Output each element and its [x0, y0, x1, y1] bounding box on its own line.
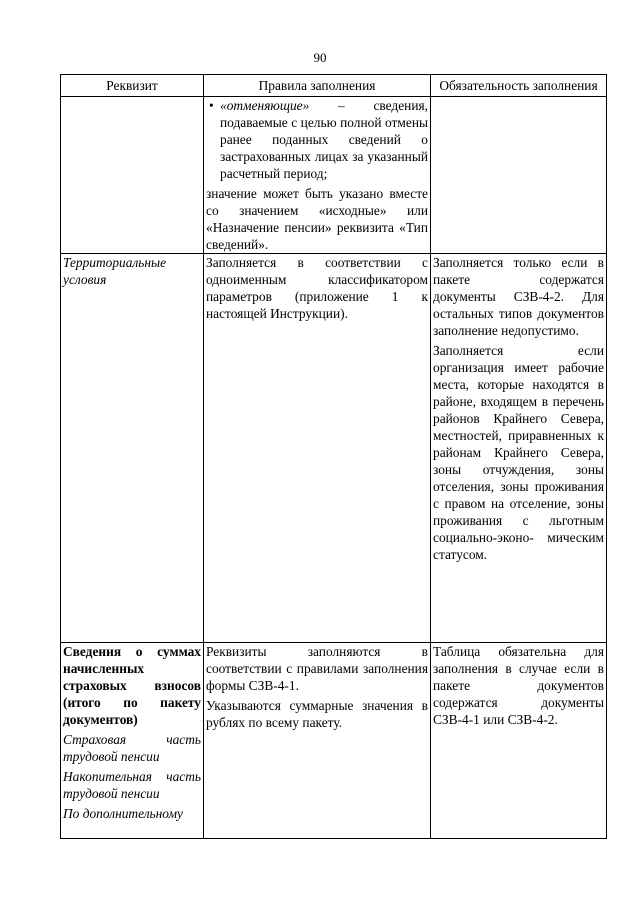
cell-rules — [204, 97, 431, 254]
cell-required — [431, 643, 607, 839]
cell-rules — [204, 643, 431, 839]
bullet-term: «отменяющие» — [220, 98, 310, 113]
header-required: Обязательность заполнения — [431, 75, 607, 97]
bullet-item: • «отменяющие» – сведения, подаваемые с целью полной отмены ранее поданных сведений о застрахованных лицах за указанный расчетный период; — [209, 98, 428, 181]
required-text: Таблица обязательна для заполнения в случае если в пакете документов содержатся документы СЗВ-4-1 или СЗВ-4-2. — [433, 644, 604, 727]
page-number: 90 — [313, 50, 327, 65]
cell-field — [61, 643, 204, 839]
rules-note: значение может быть указано вместе со значением «исходные» или «Назначение пенсии» реквизита «Тип сведений». — [206, 186, 428, 252]
field-sub-1: Страховая часть трудовой пенсии — [63, 732, 201, 764]
required-text-1: Заполняется только если в пакете содержатся документы СЗВ-4-2. Для остальных типов документов заполнение недопустимо. — [433, 255, 604, 338]
table-row — [61, 254, 607, 643]
cell-required-empty — [431, 97, 607, 254]
header-rules: Правила заполнения — [204, 75, 431, 97]
field-name: Территориальные условия — [63, 255, 167, 287]
rules-text-1: Реквизиты заполняются в соответствии с правилами заполнения формы СЗВ-4-1. — [206, 644, 428, 693]
field-name-bold: Сведения о суммах начисленных страховых взносов (итого по пакету документов) — [63, 644, 201, 727]
bullet-text: – сведения, подаваемые с целью полной отмены ранее поданных сведений о застрахованных лицах за указанный расчетный период; — [220, 98, 428, 181]
field-sub-3: По дополнительному — [63, 806, 183, 821]
cell-rules — [204, 254, 431, 643]
field-sub-2: Накопительная часть трудовой пенсии — [63, 769, 201, 801]
rules-text: Заполняется в соответствии с одноименным классификатором параметров (приложение 1 к настоящей Инструкции). — [206, 255, 428, 321]
cell-field — [61, 254, 204, 643]
table-row — [61, 643, 607, 839]
header-requisite: Реквизит — [61, 75, 204, 97]
cell-field-empty — [61, 97, 204, 254]
rules-text-2: Указываются суммарные значения в рублях по всему пакету. — [206, 698, 428, 730]
required-text-2: Заполняется если организация имеет рабочие места, которые находятся в районе, входящем в перечень районов Крайнего Севера, местностей, приравненных к районам Крайнего Севера, зоны отчуждения, зоны отселения, зоны проживания с правом на отселение, зоны проживания с льготным социально-эконо- мическим статусом. — [433, 343, 604, 562]
table-row — [61, 97, 607, 254]
requisites-table — [60, 74, 607, 839]
table-header-row — [61, 75, 607, 97]
cell-required — [431, 254, 607, 643]
